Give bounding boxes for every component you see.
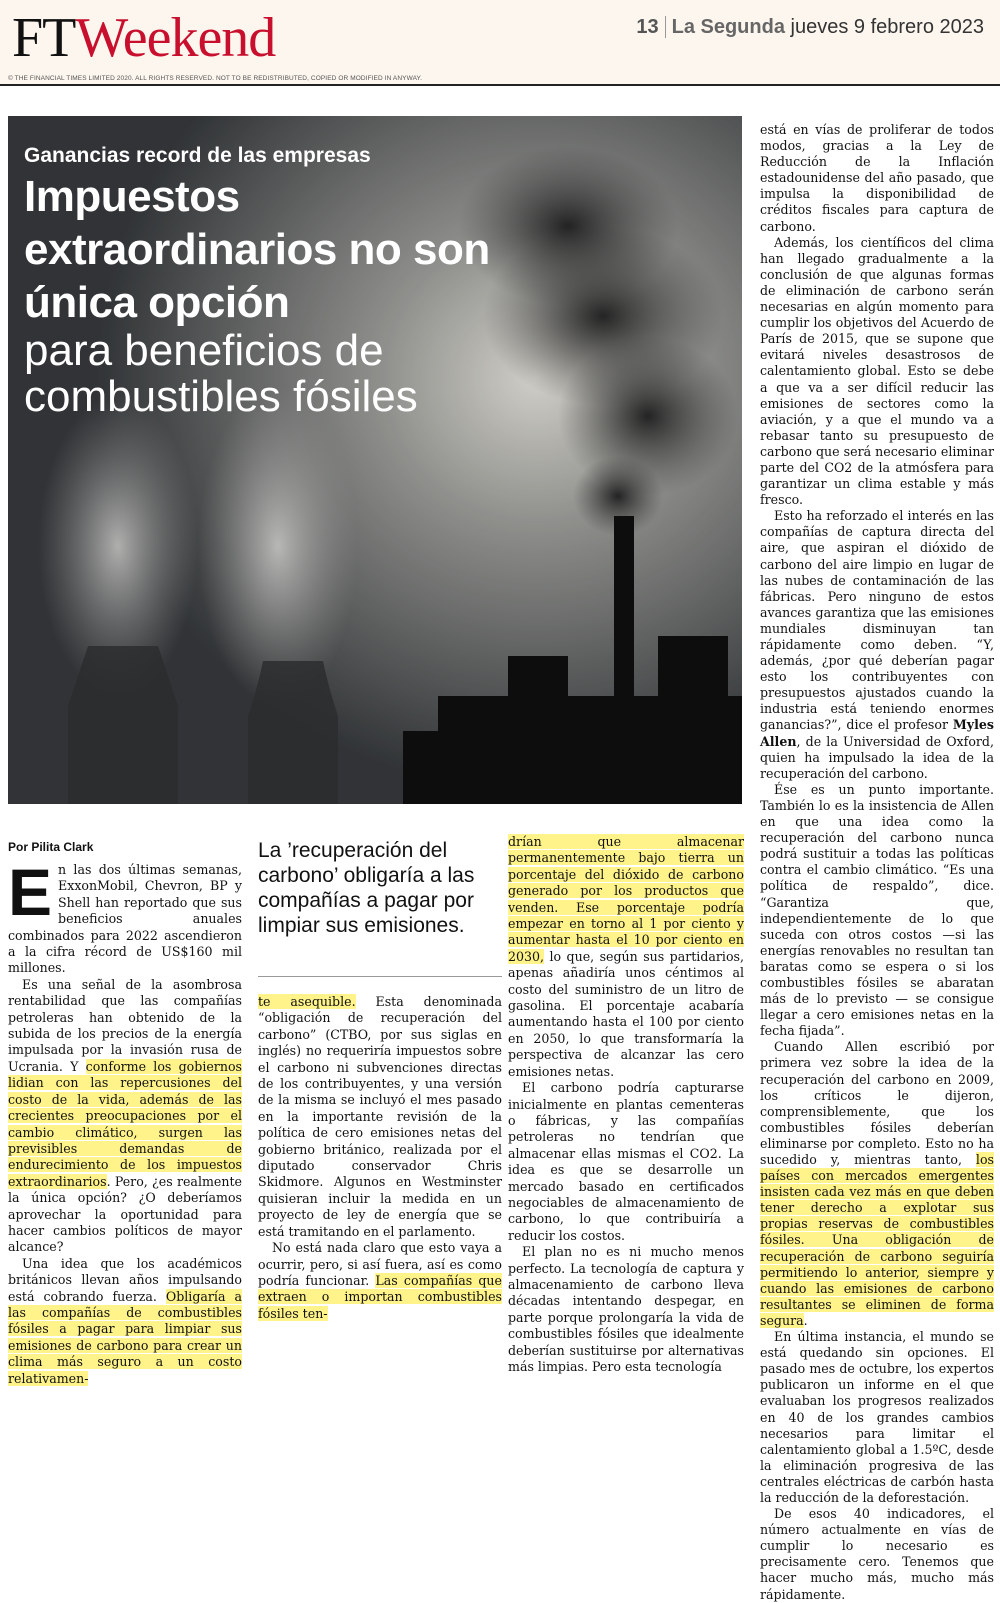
paragraph: De esos 40 indicadores, el número actualmente en vías de cumplir lo necesario es precisamente cero. Tenemos que hacer mucho más, mucho más rápidamente. (760, 1506, 994, 1602)
paragraph: En última instancia, el mundo se está quedando sin opciones. El pasado mes de octubre, los expertos publicaron un informe en el que evaluaban los progresos realizados en 40 de los grandes cambios necesarios para limitar el calentamiento global a 1.5ºC, desde la eliminación progresiva de las centrales eléctricas de carbón hasta la reducción de la deforestación. (760, 1329, 994, 1505)
text: . Pero, ¿es realmente la única opción? ¿O deberíamos aprovechar la oportunidad para hacer cambios políticos de mayor alcance? (8, 1173, 242, 1255)
text: Es una señal de la asombrosa rentabilidad que las compañías petroleras han obtenido de la subida de los precios de la energía impulsada por la invasión rusa de Ucrania. Y (8, 976, 242, 1074)
logo-ft: FT (12, 7, 76, 69)
byline: Por Pilita Clark (8, 840, 94, 854)
paragraph (760, 1039, 994, 1329)
masthead (0, 0, 1000, 86)
paragraph (508, 834, 744, 1080)
article-headline: Impuestos extraordinarios no son única opción (24, 172, 490, 327)
highlighted-text: los países con mercados emergentes insisten cada vez más en que deben tener derecho a explotar sus propias reservas de combustibles fósiles. Una obligación de recuperación de carbono seguiría permitiendo lo anterior, siempre y cuando las emisiones de carbono resultantes se eliminen de forma segura (760, 1152, 994, 1328)
paragraph (8, 1256, 242, 1387)
paragraph (8, 977, 242, 1256)
article-kicker: Ganancias record de las empresas (24, 144, 371, 167)
text: lo que, según sus partidarios, apenas añadiría unos céntimos al costo del suministro de un litro de gasolina. El porcentaje acabaría aumentando hasta el 100 por ciento en 2050, lo que transformaría la perspectiva de alcanzar las cero emisiones netas. (508, 948, 744, 1079)
ft-weekend-logo (12, 8, 275, 68)
article-column-3 (508, 834, 744, 1375)
pull-quote-rule (258, 976, 502, 977)
pull-quote: La ’recuperación del carbono’ obligaría a las compañías a pagar por limpiar sus emisiones. (258, 839, 475, 937)
paragraph: El carbono podría capturarse inicialmente en plantas cementeras o fábricas, y las compañías petroleras no tendrían que almacenar ellas mismas el CO2. La idea es que se desarrolle un mercado basado en certificados negociables de almacenamiento de carbono, lo que contribuiría a reducir los costos. (508, 1080, 744, 1243)
logo-weekend: Weekend (75, 7, 276, 69)
paragraph (8, 855, 242, 977)
highlighted-text: Obligaría a las compañías de combustibles fósiles a pagar para limpiar sus emisiones de carbono para crear un clima más seguro a un costo relativamen- (8, 1288, 242, 1386)
article-subheadline: para beneficios de combustibles fósiles (24, 326, 418, 421)
paragraph (258, 994, 502, 1240)
article-column-2 (258, 994, 502, 1322)
text: Esto ha reforzado el interés en las compañías de captura directa del aire, que aspiran el dióxido de carbono del aire limpio en lugar de las nubes de contaminación de las fábricas. Pero ninguno de estos avances garantiza que las emisiones mundiales disminuyan tan rápidamente como deben. “Y, además, ¿por qué deberían pagar esto los contribuyentes con presupuestos ajustados cuando la industria está teniendo enormes ganancias?”, dice el profesor (760, 508, 994, 733)
page-info (636, 16, 984, 39)
publication-name: La Segunda (671, 16, 785, 38)
person-name: Myles Allen (760, 717, 994, 749)
highlighted-text: conforme los gobiernos lidian con las repercusiones del costo de la vida, además de las crecientes preocupaciones por el cambio climático, surgen las previsibles demandas de endurecimiento de los impuestos extraordinarios (8, 1058, 242, 1189)
drop-cap: E (8, 855, 53, 929)
issue-date: jueves 9 febrero 2023 (790, 16, 984, 38)
article-column-1 (8, 855, 242, 1387)
paragraph: está en vías de proliferar de todos modos, gracias a la Ley de Reducción de la Inflación estadounidense del año pasado, que impulsa la disponibilidad de créditos fiscales para captura de carbono. (760, 122, 994, 234)
highlighted-text: te asequible. (258, 994, 356, 1009)
paragraph (760, 508, 994, 782)
paragraph: El plan no es ni mucho menos perfecto. La tecnología de captura y almacenamiento de carbono lleva décadas intentando despegar, en parte porque prolongaría la vida de combustibles fósiles que idealmente deberían sustituirse por alternativas más limpias. Pero esta tecnología (508, 1244, 744, 1374)
text: Una idea que los académicos británicos llevan años impulsando está cobrando fuerza. (8, 1255, 242, 1304)
paragraph: Además, los científicos del clima han llegado gradualmente a la conclusión de que algunas formas de eliminación de carbono serán necesarias en algún momento para cumplir los objetivos del Acuerdo de París de 2015, que se supone que evitará niveles desastrosos de calentamiento global. Esto se debe a que va a ser difícil reducir las emisiones de sectores como la aviación, y a que el mundo va a rebasar tanto su presupuesto de carbono que será necesario eliminar parte del CO2 de la atmósfera para garantizar un clima estable y más fresco. (760, 234, 994, 508)
text: , de la Universidad de Oxford, quien ha impulsado la idea de la recuperación del carbono. (760, 733, 994, 781)
text: Cuando Allen escribió por primera vez sobre la idea de la recuperación del carbono en 2009, los críticos le dijeron, comprensiblemente, que los combustibles fósiles deberían eliminarse por completo. Esto no ha sucedido y, mientras tanto, (760, 1039, 994, 1167)
text: . (803, 1312, 808, 1328)
masthead-divider (0, 84, 1000, 86)
page-number: 13 (636, 16, 665, 38)
paragraph (258, 1240, 502, 1322)
paragraph: Ése es un punto importante. También lo es la insistencia de Allen en que una idea como la recuperación del carbono nunca podrá sustituir a todas las políticas contra el cambio climático. “Es una política de respaldo”, dice. “Garantiza que, independientemente de lo que suceda con otros costos —si las energías renovables no resultan tan baratas como se espera o si los combustibles fósiles se abaratan más de lo previsto — se consigue llegar a cero emisiones netas en la fecha fijada”. (760, 781, 994, 1039)
text: No está nada claro que esto vaya a ocurrir, pero, si así fuera, así es como podría funcionar. (258, 1240, 502, 1288)
copyright-notice: © THE FINANCIAL TIMES LIMITED 2020. ALL RIGHTS RESERVED. NOT TO BE REDISTRIBUTED, COPIED OR MODIFIED IN ANYWAY. (8, 75, 423, 82)
highlighted-text: Las compañías que extraen o importan combustibles fósiles ten- (258, 1272, 502, 1321)
text: Esta denominada “obligación de recuperación del carbono” (CTBO, por sus siglas en inglés) no requeriría impuestos sobre el carbono ni subvenciones directas de los contribuyentes, y una versión de la misma se incluyó el mes pasado en la importante revisión de la política de cero emisiones netas del gobierno británico, realizada por el diputado conservador Chris Skidmore. Algunos en Westminster quisieran incluir la medida en un proyecto de ley de energía que se está tramitando en el parlamento. (258, 994, 502, 1239)
article-column-4 (760, 122, 994, 1603)
highlighted-text: drían que almacenar permanentemente bajo tierra un porcentaje del dióxido de carbono generado por los productos que venden. Ese porcentaje podría empezar en torno al 1 por ciento y aumentar hasta el 10 por ciento en 2030, (508, 834, 744, 964)
text: n las dos últimas semanas, ExxonMobil, Chevron, BP y Shell han reportado que sus beneficios anuales combinados para 2022 ascendieron a la cifra récord de US$160 mil millones. (8, 862, 242, 976)
